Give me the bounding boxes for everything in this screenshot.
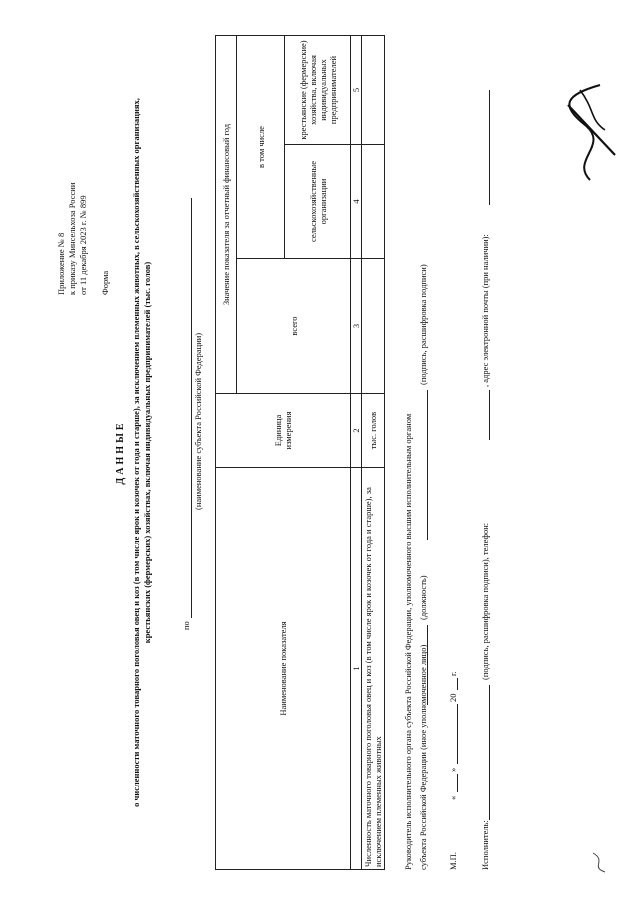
row-indicator-name: Численность маточного товарного поголовья овец и коз (в том числе ярок и козочек от года и старше), за исключением племенных животных (361, 467, 385, 870)
phone-underline (489, 390, 490, 440)
position-underline (427, 625, 428, 705)
row-farms-value (361, 35, 385, 145)
colnum-2: 2 (350, 393, 362, 468)
colnum-5: 5 (350, 35, 362, 145)
row-agri-orgs-value (361, 144, 385, 259)
stamp-label: М.П. (448, 852, 458, 870)
header-value-cell: Значение показателя за отчетный финансовый год (215, 35, 237, 394)
header-farms-cell: крестьянские (фермерские) хозяйства, включая индивидуальных предпринимателей (284, 35, 351, 145)
year-prefix: 20 (448, 693, 458, 702)
email-underline (489, 90, 490, 205)
header-total-cell: всего (236, 258, 351, 394)
email-caption: , адрес электронной почты (при наличии): (480, 234, 490, 387)
executor-caption: (подпись, расшифровка подписи), телефон: (480, 522, 490, 680)
header-unit-cell: Единица измерения (215, 393, 351, 468)
date-close-quote: » (448, 767, 458, 772)
header-name-cell: Наименование показателя (215, 467, 351, 870)
position-caption: (должность) (418, 575, 428, 620)
day-underline (457, 774, 458, 792)
form-label: Форма (100, 270, 110, 295)
row-total-value (361, 258, 385, 394)
document-title: ДАННЫЕ (115, 420, 126, 485)
margin-mark (585, 845, 610, 875)
head-signature-underline (427, 390, 428, 540)
appendix-line-1: Приложение № 8 (56, 232, 66, 295)
handwritten-signature (560, 75, 625, 185)
po-label: по (181, 621, 191, 630)
subject-underline (191, 198, 192, 618)
executor-underline (489, 685, 490, 820)
header-agri-orgs-cell: сельскохозяйственные организации (284, 144, 351, 259)
title-line-1: о численности маточного товарного поголовья овец и коз (в том числе ярок и козочек от года и старше), за исключением племенных животных, в сельскохозяйственных организациях, (131, 98, 141, 807)
head-line-1: Руководитель исполнительного органа субъекта Российской Федерации, уполномоченного высшим исполнительным органом (403, 413, 413, 870)
subject-caption: (наименование субъекта Российской Федерации) (193, 332, 203, 510)
head-signature-caption: (подпись, расшифровка подписи) (418, 264, 428, 385)
row-unit: тыс. голов (361, 393, 385, 468)
colnum-1: 1 (350, 467, 362, 870)
executor-label: Исполнитель: (480, 820, 490, 870)
month-underline (457, 704, 458, 764)
date-open-quote: « (448, 795, 458, 800)
appendix-line-2: к приказу Минсельхоза России (67, 182, 77, 295)
year-underline (457, 678, 458, 690)
title-line-2: крестьянских (фермерских) хозяйствах, включая индивидуальных предпринимателей (тыс. голов) (142, 261, 152, 644)
colnum-3: 3 (350, 258, 362, 394)
year-suffix: г. (448, 671, 458, 676)
header-including-cell: в том числе (236, 35, 285, 259)
colnum-4: 4 (350, 144, 362, 259)
head-line-2: субъекта Российской Федерации (иное уполномоченное лицо) (418, 644, 428, 870)
appendix-line-3: от 11 декабря 2023 г. № 899 (78, 195, 88, 295)
